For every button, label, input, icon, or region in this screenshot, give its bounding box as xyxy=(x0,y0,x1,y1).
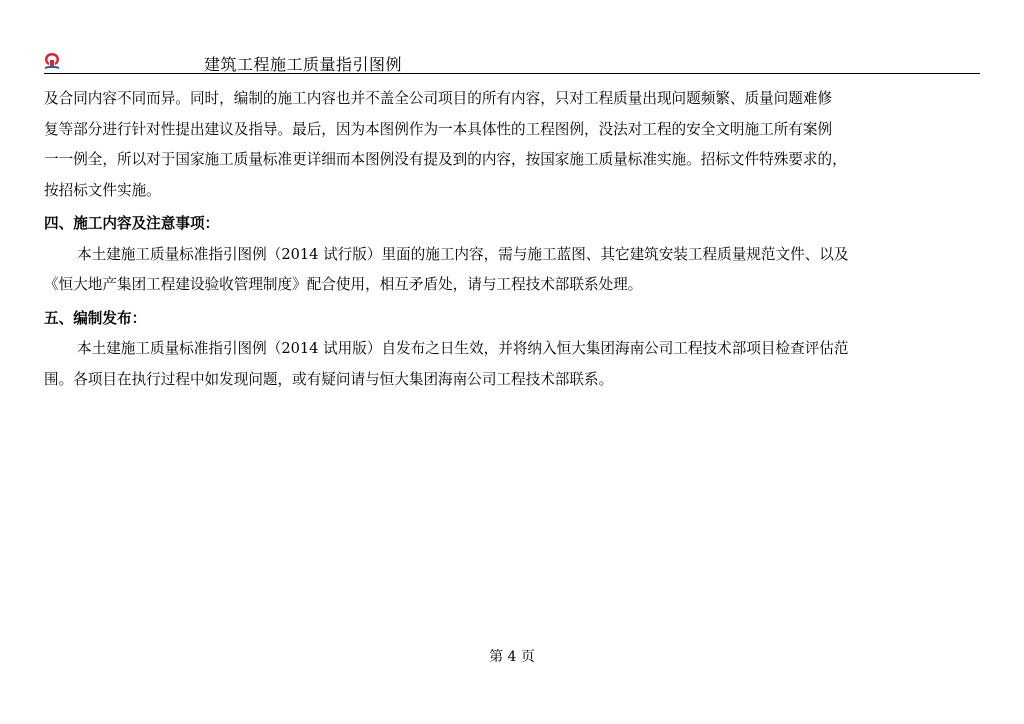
section-heading-4: 四、施工内容及注意事项： xyxy=(44,215,220,232)
body-line: 及合同内容不同而异。同时，编制的施工内容也并不盖全公司项目的所有内容，只对工程质量出现问题频繁、质量问题难修 xyxy=(44,90,833,107)
company-logo-icon xyxy=(44,52,60,70)
section-heading-5: 五、编制发布： xyxy=(44,309,147,327)
body-line: 一一例全，所以对于国家施工质量标准更详细而本图例没有提及到的内容，按国家施工质量标准实施。招标文件特殊要求的， xyxy=(44,151,847,168)
header-title: 建筑工程施工质量指引图例 xyxy=(204,55,403,74)
body-line: 复等部分进行针对性提出建议及指导。最后，因为本图例作为一本具体性的工程图例，没法对工程的安全文明施工所有案例 xyxy=(44,120,833,138)
document-body xyxy=(44,84,988,395)
body-line: 围。各项目在执行过程中如发现问题，或有疑问请与恒大集团海南公司工程技术部联系。 xyxy=(44,370,614,388)
header-divider xyxy=(44,73,980,74)
body-line: 《恒大地产集团工程建设验收管理制度》配合使用，相互矛盾处，请与工程技术部联系处理。 xyxy=(44,276,643,293)
body-line: 本土建施工质量标准指引图例（2014 试行版）里面的施工内容，需与施工蓝图、其它建筑安装工程质量规范文件、以及 xyxy=(77,245,849,263)
page-number: 第 4 页 xyxy=(489,649,535,665)
body-line: 按招标文件实施。 xyxy=(44,181,161,199)
page-header xyxy=(44,50,980,74)
body-line: 本土建施工质量标准指引图例（2014 试用版）自发布之日生效，并将纳入恒大集团海南公司工程技术部项目检查评估范 xyxy=(77,340,849,357)
